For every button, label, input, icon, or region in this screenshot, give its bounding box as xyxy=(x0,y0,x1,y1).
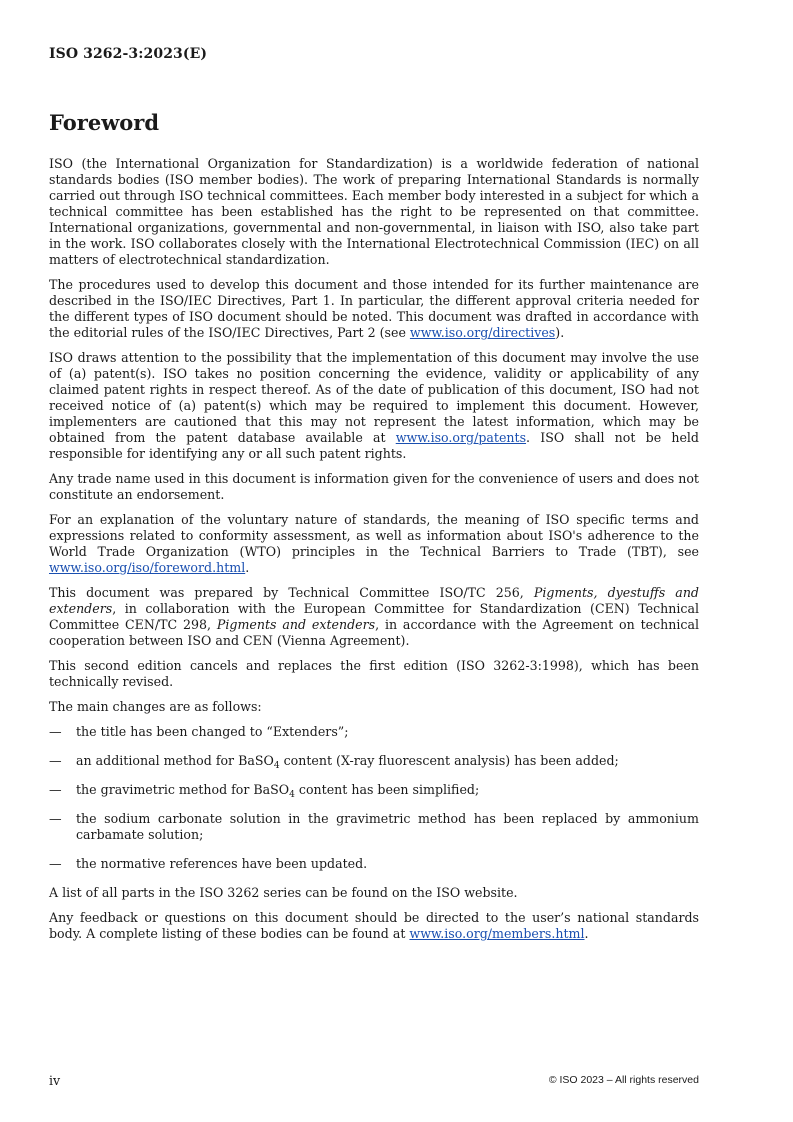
dash-bullet: — xyxy=(49,753,62,768)
foreword-link[interactable]: www.iso.org/iso/foreword.html xyxy=(49,560,246,575)
members-link[interactable]: www.iso.org/members.html xyxy=(409,926,585,941)
committee-title-cen: Pigments and extenders xyxy=(216,617,376,632)
paragraph-text: ISO draws attention to the possibility that the implementation of this document may involve the use of (a) patent(s). ISO takes no position concerning the evidence, validity or applicability of any claimed patent rights in respect thereof. As of the date of publication of this document, ISO had not received notice of (a) patent(s) which may be required to implement this document. However, implementers are cautioned that this may not represent the latest information, which may be obtained from the patent database available at xyxy=(49,350,699,445)
patents-link[interactable]: www.iso.org/patents xyxy=(395,430,527,445)
paragraph-patents xyxy=(49,350,699,462)
paragraph-feedback xyxy=(49,910,699,942)
paragraph-text: For an explanation of the voluntary nature of standards, the meaning of ISO specific terms and expressions related to conformity assessment, as well as information about ISO's adherence to the World Trade Organization (WTO) principles in the Technical Barriers to Trade (TBT), see xyxy=(49,512,699,559)
paragraph-changes-intro: The main changes are as follows: xyxy=(49,699,262,714)
paragraph-procedures xyxy=(49,277,699,341)
paragraph-trade-name: Any trade name used in this document is information given for the convenience of users and does not constitute an endorsement. xyxy=(49,471,699,502)
list-item xyxy=(49,753,699,772)
list-item-text: an additional method for BaSO xyxy=(76,753,274,768)
dash-bullet: — xyxy=(49,811,62,826)
copyright-notice: © ISO 2023 – All rights reserved xyxy=(548,1074,699,1086)
foreword-body xyxy=(49,156,699,951)
paragraph-text: Any feedback or questions on this document should be directed to the user’s national standards body. A complete listing of these bodies can be found at xyxy=(49,910,699,941)
page-title: Foreword xyxy=(49,110,160,135)
paragraph-iso-intro: ISO (the International Organization for Standardization) is a worldwide federation of national standards bodies (ISO member bodies). The work of preparing International Standards is normally carried out through ISO technical committees. Each member body interested in a subject for which a technical committee has been established has the right to be represented on that committee. International organizations, governmental and non-governmental, in liaison with ISO, also take part in the work. ISO collaborates closely with the International Electrotechnical Commission (IEC) on all matters of electrotechnical standardization. xyxy=(49,156,699,267)
page-number: iv xyxy=(49,1073,61,1088)
paragraph-text: , in accordance with the Agreement on technical cooperation between ISO and CEN (Vienna Agreement). xyxy=(49,617,699,648)
paragraph-text: ). xyxy=(555,325,565,340)
paragraph-committee xyxy=(49,585,699,649)
dash-bullet: — xyxy=(49,724,62,739)
list-item-text: the gravimetric method for BaSO xyxy=(76,782,290,797)
paragraph-voluntary-nature xyxy=(49,512,699,576)
list-item xyxy=(49,856,699,872)
changes-list xyxy=(49,724,699,872)
paragraph-text: The procedures used to develop this document and those intended for its further maintenance are described in the ISO/IEC Directives, Part 1. In particular, the different approval criteria needed for the different types of ISO document should be noted. This document was drafted in accordance with the editorial rules of the ISO/IEC Directives, Part 2 (see xyxy=(49,277,699,340)
paragraph-text: . xyxy=(245,560,250,575)
paragraph-series-list: A list of all parts in the ISO 3262 series can be found on the ISO website. xyxy=(49,885,518,900)
committee-title-iso: Pigments, dyestuffs and extenders xyxy=(49,585,699,616)
directives-link[interactable]: www.iso.org/directives xyxy=(409,325,556,340)
list-item-text: the title has been changed to “Extenders”; xyxy=(76,724,349,739)
list-item-text: the normative references have been updated. xyxy=(76,856,368,871)
paragraph-edition: This second edition cancels and replaces the first edition (ISO 3262-3:1998), which has been technically revised. xyxy=(49,658,699,689)
paragraph-text: , in collaboration with the European Committee for Standardization (CEN) Technical Committee CEN/TC 298, xyxy=(49,601,699,632)
document-id-header: ISO 3262-3:2023(E) xyxy=(49,46,208,62)
list-item xyxy=(49,782,699,801)
list-item-text: the sodium carbonate solution in the gravimetric method has been replaced by ammonium carbamate solution; xyxy=(76,811,699,842)
list-item-text: content has been simplified; xyxy=(294,782,480,797)
dash-bullet: — xyxy=(49,856,62,871)
paragraph-text: . ISO shall not be held responsible for identifying any or all such patent rights. xyxy=(49,430,699,461)
paragraph-text: This document was prepared by Technical Committee ISO/TC 256, xyxy=(49,585,534,600)
subscript: 4 xyxy=(289,790,295,801)
list-item-text: content (X-ray fluorescent analysis) has been added; xyxy=(279,753,619,768)
dash-bullet: — xyxy=(49,782,62,797)
list-item xyxy=(49,811,699,843)
paragraph-text: . xyxy=(584,926,589,941)
list-item xyxy=(49,724,699,740)
subscript: 4 xyxy=(273,761,280,772)
